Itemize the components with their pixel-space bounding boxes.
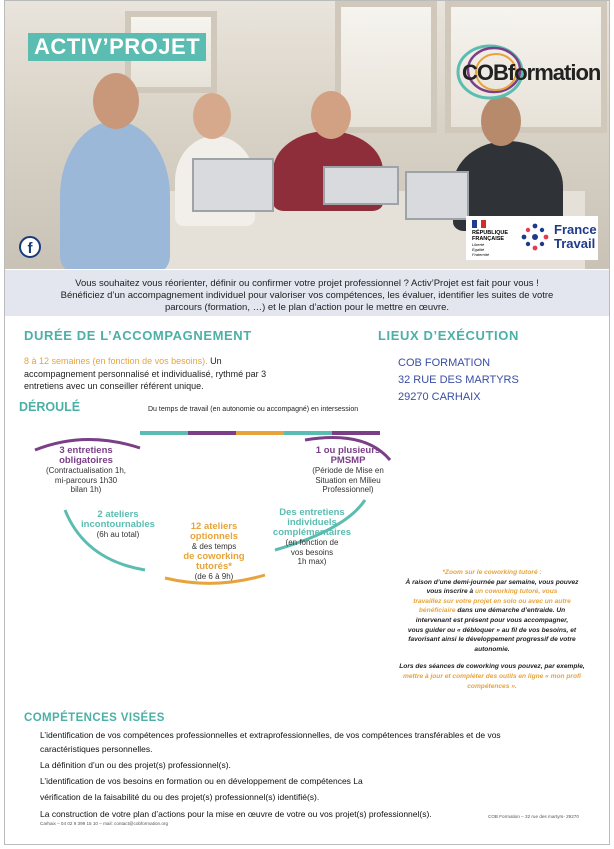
- step-heading: 2 ateliers: [97, 509, 139, 520]
- step-detail: Professionnel): [322, 485, 374, 494]
- step-ateliers: [68, 510, 168, 540]
- step-heading: complémentaires: [272, 527, 352, 538]
- step-heading: de coworking: [183, 550, 245, 562]
- photo-head: [93, 73, 139, 129]
- photo-laptop: [405, 171, 469, 220]
- intro-line: parcours (formation, …) et le plan d’action pour le mettre en œuvre.: [164, 302, 450, 313]
- competence-item: La définition d’un ou des projet(s) professionnel(s).: [40, 760, 231, 770]
- facebook-icon[interactable]: f: [19, 236, 41, 258]
- french-flag-icon: [472, 220, 486, 228]
- competence-item: L’identification de vos compétences professionnelles et extraprofessionnelles, de vos compétences transférables et de vos: [40, 730, 501, 740]
- step-entretiens-complementaires: [262, 508, 362, 567]
- lieux-title: LIEUX D’EXÉCUTION: [378, 328, 519, 343]
- duree-text-a: Un: [207, 356, 222, 366]
- step-heading: 3 entretiens: [59, 445, 113, 456]
- step-detail: mi-parcours 1h30: [54, 475, 118, 485]
- zoom-highlight: bénéficiaire: [418, 607, 456, 615]
- partner-text: Fraternité: [472, 251, 490, 257]
- competence-item: L’identification de vos besoins en formation ou en développement de compétences La: [40, 776, 363, 786]
- partner-text: RÉPUBLIQUE: [472, 230, 509, 236]
- france-travail-dots-icon: [520, 222, 550, 252]
- intro-line: Vous souhaitez vous réorienter, définir ou confirmer votre projet professionnel ? Activ’Projet est fait pour vous !: [75, 278, 539, 289]
- step-detail: (de 6 à 9h): [194, 571, 234, 581]
- partner-text: FRANÇAISE: [472, 236, 505, 242]
- france-travail-text: [554, 223, 597, 251]
- step-heading: Des entretiens: [279, 507, 345, 518]
- photo-head: [311, 91, 351, 139]
- partner-text: Égalité: [472, 247, 485, 252]
- step-entretiens: [32, 446, 140, 495]
- intro-band: [5, 270, 609, 316]
- lieux-line: 29270 CARHAIX: [398, 391, 481, 403]
- zoom-highlight: travaillez sur votre projet en solo ou avec un autre: [413, 597, 571, 605]
- step-detail: & des temps: [191, 542, 237, 551]
- deroule-title: DÉROULÉ: [19, 400, 81, 414]
- step-heading: tutorés*: [196, 560, 232, 572]
- duree-title: DURÉE DE L’ACCOMPAGNEMENT: [24, 328, 252, 343]
- deroule-note: Du temps de travail (en autonomie ou accompagné) en intersession: [148, 406, 359, 413]
- photo-person: [60, 121, 170, 269]
- step-heading: 1 ou plusieurs: [315, 445, 381, 456]
- duree-highlight: 8 à 12 semaines (en fonction de vos besoins).: [24, 356, 208, 366]
- zoom-highlight: mettre à jour et compléter des outils en ligne « mon profi: [402, 672, 582, 680]
- page-title: ACTIV’PROJET: [28, 33, 206, 61]
- zoom-line: autonomie.: [474, 645, 510, 653]
- step-detail: Situation en Milieu: [315, 475, 381, 485]
- zoom-coworking: [388, 568, 596, 691]
- competence-item: caractéristiques personnelles.: [40, 744, 153, 754]
- photo-head: [481, 96, 521, 146]
- step-detail: (Contractualisation 1h,: [45, 466, 127, 475]
- step-detail: 1h max): [297, 557, 327, 566]
- partner-text: France: [554, 222, 597, 237]
- zoom-line: Lors des séances de coworking vous pouvez, par exemple,: [399, 663, 585, 671]
- photo-head: [193, 93, 231, 139]
- partner-logos: [466, 216, 598, 260]
- zoom-line: vous guider ou « débloquer » au fil de vos besoins, et: [407, 626, 577, 634]
- zoom-line: intervenant est présent pour vous accompagner,: [415, 616, 569, 624]
- zoom-line: dans une démarche d’entraide. Un: [455, 607, 566, 615]
- step-heading: optionnels: [189, 531, 239, 542]
- duree-line: entretiens avec un conseiller référent unique.: [24, 381, 204, 391]
- zoom-highlight: un coworking tutoré, vous: [474, 588, 558, 596]
- duree-text: [24, 355, 294, 393]
- step-detail: bilan 1h): [70, 485, 102, 494]
- republique-francaise-logo: [472, 220, 516, 256]
- step-pmsmp: [300, 446, 396, 495]
- step-heading: 12 ateliers: [190, 521, 238, 532]
- step-heading: PMSMP: [330, 455, 366, 466]
- intro-line: Bénéficiez d’un accompagnement individuel pour valoriser vos compétences, les évaluer, identifier les suites de votre: [60, 290, 554, 301]
- zoom-line: À raison d’une demi-journée par semaine, vous pouvez: [405, 578, 579, 586]
- zoom-highlight: compétences ».: [467, 682, 517, 690]
- competence-item: La construction de votre plan d’actions pour la mise en œuvre de votre ou vos projet(s) professionnel(s).: [40, 809, 432, 819]
- step-heading: individuels: [287, 517, 337, 528]
- footer-address: COB Formation – 32 rue des martyrs- 29270: [488, 814, 579, 819]
- logo-text: COBformation: [462, 60, 601, 85]
- step-detail: vos besoins: [290, 547, 334, 557]
- step-heading: incontournables: [81, 519, 155, 530]
- zoom-line: favorisant ainsi le développement progressif de votre: [408, 636, 576, 644]
- photo-laptop: [192, 158, 274, 212]
- lieux-address: [398, 355, 519, 406]
- competences-title: COMPÉTENCES VISÉES: [24, 712, 165, 724]
- duree-line: accompagnement personnalisé et individualisé, rythmé par 3: [24, 368, 267, 379]
- footer-contact: Carhaix – 04 02 9 399 15 10 – mail: contact@cobformation.org: [40, 821, 169, 826]
- lieux-line: COB FORMATION: [398, 357, 491, 369]
- partner-text: Travail: [554, 236, 596, 251]
- step-detail: (Période de Mise en: [312, 466, 384, 475]
- zoom-line: vous inscrire à: [426, 588, 475, 596]
- competence-item: vérification de la faisabilité du ou des projet(s) professionnel(s) identifié(s).: [40, 792, 320, 802]
- lieux-line: 32 RUE DES MARTYRS: [398, 374, 519, 386]
- photo-laptop: [323, 166, 399, 205]
- step-ateliers-optionnels: [172, 522, 256, 581]
- step-detail: (en fonction de: [285, 538, 339, 547]
- step-heading: obligatoires: [59, 455, 113, 466]
- step-detail: (6h au total): [96, 530, 140, 539]
- zoom-title: *Zoom sur le coworking tutoré :: [442, 569, 542, 576]
- partner-text: Liberté: [472, 242, 485, 247]
